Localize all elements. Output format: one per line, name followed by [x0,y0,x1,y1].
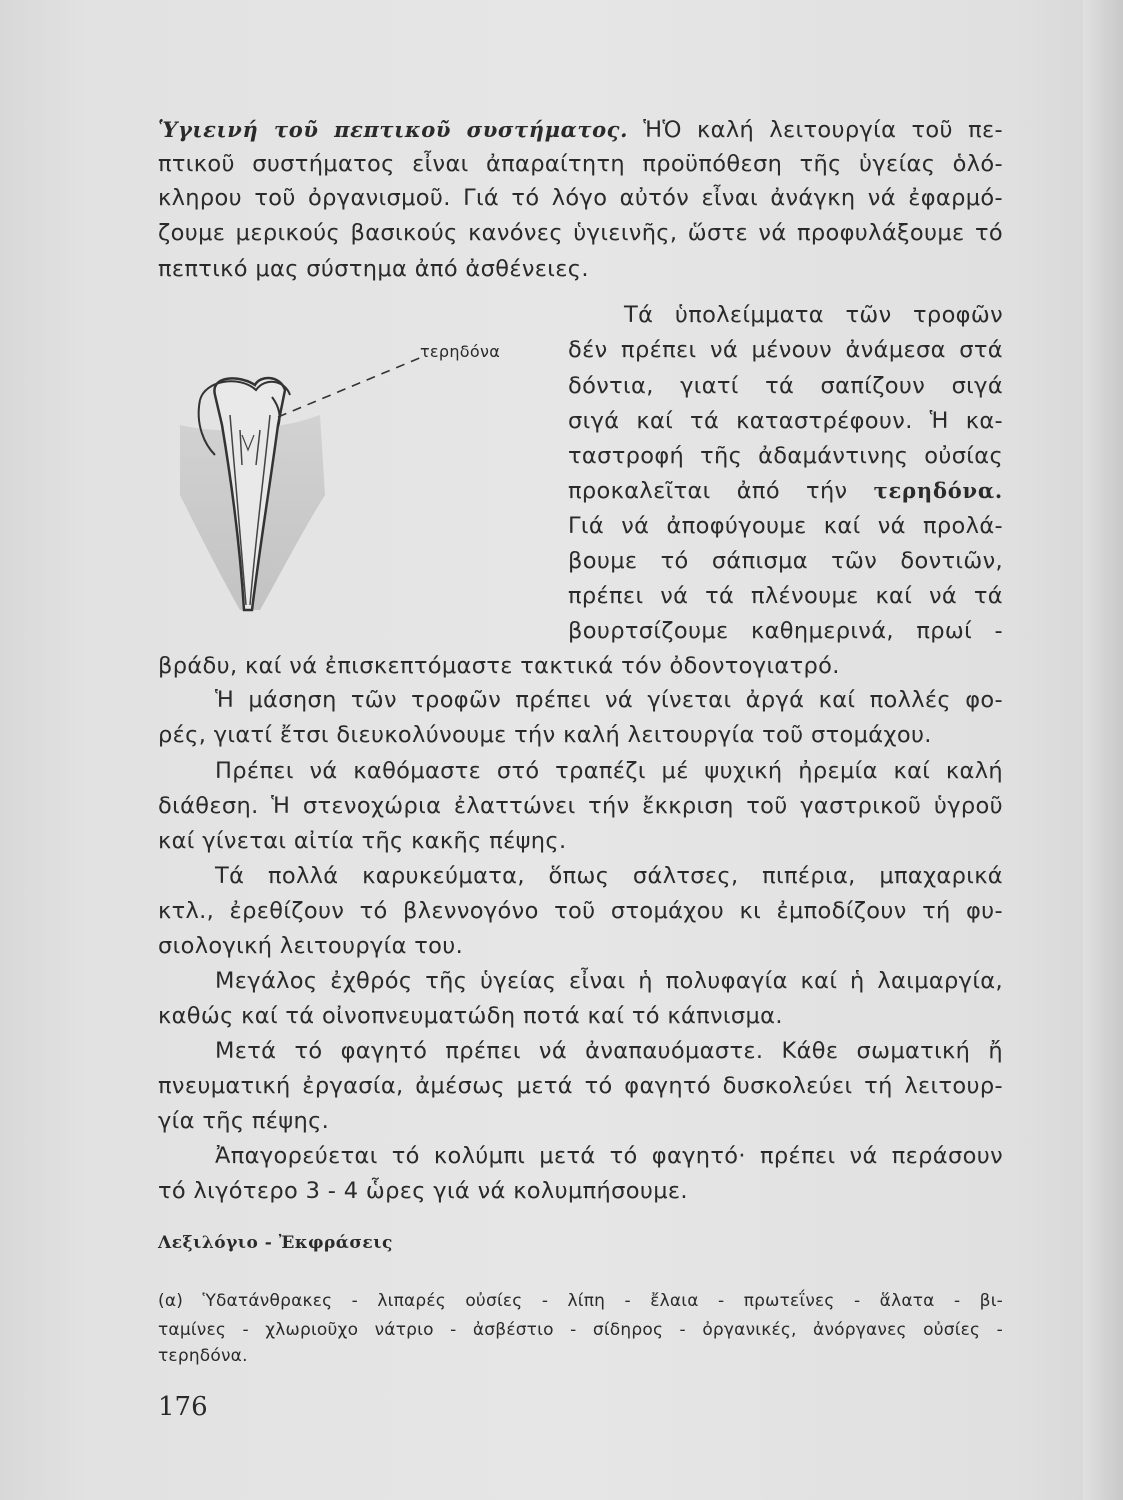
text-line: καθώς καί τά οἰνοπνευματώδη ποτά καί τό κάπνισμα. [158,1003,783,1029]
text-line: Ἀπαγορεύεται τό κολύμπι μετά τό φαγητό· πρέπει νά περάσουν [215,1143,1003,1169]
text-line: Γιά νά ἀποφύγουμε καί νά προλά- [568,513,1003,539]
text-line: τό λιγότερο 3 - 4 ὧρες γιά νά κολυμπήσουμε. [158,1178,688,1204]
text-line: Τά πολλά καρυκεύματα, ὅπως σάλτσες, πιπέρια, μπαχαρικά [215,863,1003,889]
text-line: καί γίνεται αἰτία τῆς κακῆς πέψης. [158,828,567,854]
text-line: πνευματική ἐργασία, ἀμέσως μετά τό φαγητό δυσκολεύει τή λειτουρ- [158,1073,1003,1099]
text-line: βουμε τό σάπισμα τῶν δοντιῶν, [568,548,1003,574]
text-line: ταστροφή τῆς ἀδαμάντινης οὐσίας [568,443,1003,469]
text-line: πτικοῦ συστήματος εἶναι ἀπαραίτητη προϋπόθεση τῆς ὑγείας ὁλό- [158,151,1003,177]
pointer-line [278,357,422,417]
vocabulary-line: τερηδόνα. [158,1346,248,1366]
text-line-with-term: προκαλεῖται ἀπό τήν τερηδόνα. [568,478,1003,504]
text-line: κτλ., ἐρεθίζουν τό βλεννογόνο τοῦ στομάχου κι ἐμποδίζουν τή φυ- [158,898,1003,924]
text-line: πεπτικό μας σύστημα ἀπό ἀσθένειες. [158,256,589,282]
text-line: Μετά τό φαγητό πρέπει νά ἀναπαυόμαστε. Κάθε σωματική ἤ [215,1038,1003,1064]
section-title: Ὑγιεινή τοῦ πεπτικοῦ συστήματος. [158,117,628,142]
text-line: πρέπει νά τά πλένουμε καί νά τά [568,583,1003,609]
tooth-diagram [160,335,560,635]
text-line: βράδυ, καί νά ἐπισκεπτόμαστε τακτικά τόν ὀδοντογιατρό. [158,653,840,679]
page-gutter-shadow [1083,0,1123,1500]
text-line: κληρου τοῦ ὀργανισμοῦ. Γιά τό λόγο αὐτόν εἶναι ἀνάγκη νά ἐφαρμό- [158,185,1003,211]
text-line: ζουμε μερικούς βασικούς κανόνες ὑγιεινῆς, ὥστε νά προφυλάξουμε τό [158,220,1003,246]
text-line: δόντια, γιατί τά σαπίζουν σιγά [568,373,1003,399]
term-caries: τερηδόνα. [873,478,1003,503]
figure-label: τερηδόνα [420,342,501,361]
vocabulary-line: ταμίνες - χλωριοῦχο νάτριο - ἀσβέστιο - σίδηρος - ὀργανικές, ἀνόργανες οὐσίες - [158,1320,1003,1340]
text-line: ρές, γιατί ἔτσι διευκολύνουμε τήν καλή λειτουργία τοῦ στομάχου. [158,722,932,748]
text-line: σιολογική λειτουργία του. [158,933,464,959]
text-line: βουρτσίζουμε καθημερινά, πρωί - [568,618,1003,644]
page-number: 176 [158,1392,208,1422]
text-line: σιγά καί τά καταστρέφουν. Ἡ κα- [568,408,1003,434]
text-line: δέν πρέπει νά μένουν ἀνάμεσα στά [568,337,1003,363]
text-line: γία τῆς πέψης. [158,1108,330,1134]
text-line: Πρέπει νά καθόμαστε στό τραπέζι μέ ψυχική ἠρεμία καί καλή [215,758,1003,784]
text-line: Ἡ μάσηση τῶν τροφῶν πρέπει νά γίνεται ἀργά καί πολλές φο- [215,687,1003,713]
text-line: Τά ὑπολείμματα τῶν τροφῶν [624,302,1003,328]
vocabulary-line: (α) Ὑδατάνθρακες - λιπαρές οὐσίες - λίπη - ἔλαια - πρωτεΐνες - ἅλατα - βι- [158,1291,1003,1311]
vocabulary-heading: Λεξιλόγιο - Ἐκφράσεις [158,1233,393,1253]
section-first-line: Ὑγιεινή τοῦ πεπτικοῦ συστήματος. ἩὉ καλή λειτουργία τοῦ πε- [158,117,1003,143]
text-line: διάθεση. Ἡ στενοχώρια ἐλαττώνει τήν ἔκκριση τοῦ γαστρικοῦ ὑγροῦ [158,793,1003,819]
text-line: Μεγάλος ἐχθρός τῆς ὑγείας εἶναι ἡ πολυφαγία καί ἡ λαιμαργία, [215,968,1003,994]
